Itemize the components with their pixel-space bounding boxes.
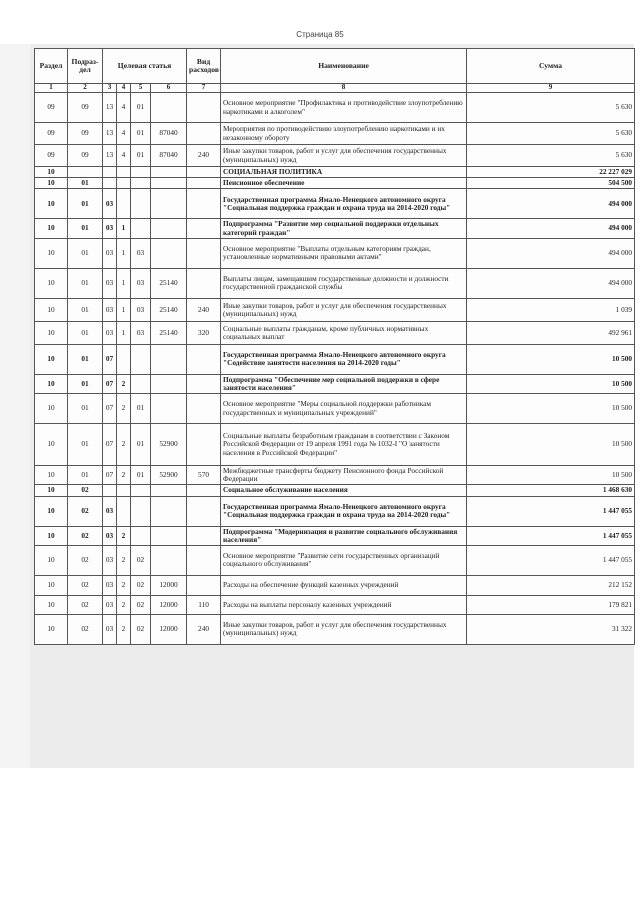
cell-sum: 494 000 bbox=[467, 189, 635, 219]
col-number: 1 bbox=[35, 84, 68, 93]
cell-podrazdel: 01 bbox=[68, 238, 103, 268]
cell-razdel: 10 bbox=[35, 595, 68, 614]
cell-sum: 5 630 bbox=[467, 93, 635, 123]
cell-subprogram: 1 bbox=[117, 268, 131, 298]
cell-direction: 25140 bbox=[151, 298, 187, 321]
cell-direction: 87040 bbox=[151, 123, 187, 145]
cell-name: Социальное обслуживание населения bbox=[221, 485, 467, 496]
cell-expense-type bbox=[187, 374, 221, 393]
cell-razdel: 10 bbox=[35, 424, 68, 466]
header-sum: Сумма bbox=[467, 49, 635, 84]
cell-expense-type bbox=[187, 485, 221, 496]
header-podrazdel: Подраз-дел bbox=[68, 49, 103, 84]
cell-podrazdel: 01 bbox=[68, 321, 103, 344]
col-number: 8 bbox=[221, 84, 467, 93]
cell-event: 02 bbox=[131, 595, 151, 614]
cell-subprogram: 1 bbox=[117, 238, 131, 268]
cell-podrazdel: 02 bbox=[68, 526, 103, 545]
cell-podrazdel: 01 bbox=[68, 178, 103, 189]
cell-subprogram bbox=[117, 167, 131, 178]
cell-expense-type: 240 bbox=[187, 145, 221, 167]
cell-name: Иные закупки товаров, работ и услуг для обеспечения государственных (муниципальных) нужд bbox=[221, 298, 467, 321]
cell-expense-type: 110 bbox=[187, 595, 221, 614]
cell-razdel: 09 bbox=[35, 123, 68, 145]
cell-sum: 31 322 bbox=[467, 614, 635, 644]
cell-expense-type: 240 bbox=[187, 614, 221, 644]
cell-direction bbox=[151, 178, 187, 189]
cell-event: 01 bbox=[131, 424, 151, 466]
cell-program: 03 bbox=[103, 298, 117, 321]
cell-program: 13 bbox=[103, 145, 117, 167]
cell-expense-type bbox=[187, 394, 221, 424]
cell-podrazdel: 01 bbox=[68, 424, 103, 466]
cell-program: 03 bbox=[103, 268, 117, 298]
cell-razdel: 10 bbox=[35, 575, 68, 595]
cell-subprogram: 2 bbox=[117, 466, 131, 485]
table-row bbox=[35, 485, 635, 496]
cell-name: СОЦИАЛЬНАЯ ПОЛИТИКА bbox=[221, 167, 467, 178]
cell-program: 13 bbox=[103, 123, 117, 145]
cell-subprogram: 2 bbox=[117, 614, 131, 644]
cell-direction: 12000 bbox=[151, 614, 187, 644]
cell-direction: 25140 bbox=[151, 268, 187, 298]
cell-event: 01 bbox=[131, 394, 151, 424]
cell-expense-type bbox=[187, 575, 221, 595]
table-row bbox=[35, 496, 635, 526]
cell-event: 02 bbox=[131, 575, 151, 595]
cell-razdel: 10 bbox=[35, 545, 68, 575]
cell-razdel: 10 bbox=[35, 344, 68, 374]
cell-sum: 10 500 bbox=[467, 374, 635, 393]
cell-event: 03 bbox=[131, 268, 151, 298]
cell-expense-type bbox=[187, 93, 221, 123]
cell-podrazdel bbox=[68, 167, 103, 178]
header-razdel: Раздел bbox=[35, 49, 68, 84]
table-row bbox=[35, 344, 635, 374]
cell-subprogram: 2 bbox=[117, 575, 131, 595]
cell-program: 03 bbox=[103, 614, 117, 644]
table-row bbox=[35, 614, 635, 644]
cell-direction bbox=[151, 496, 187, 526]
table-row bbox=[35, 219, 635, 238]
cell-program: 03 bbox=[103, 595, 117, 614]
cell-direction: 52900 bbox=[151, 466, 187, 485]
cell-sum: 10 500 bbox=[467, 466, 635, 485]
cell-sum: 1 447 055 bbox=[467, 545, 635, 575]
cell-event: 03 bbox=[131, 238, 151, 268]
cell-razdel: 10 bbox=[35, 485, 68, 496]
cell-program bbox=[103, 178, 117, 189]
cell-subprogram: 4 bbox=[117, 123, 131, 145]
cell-program: 03 bbox=[103, 545, 117, 575]
cell-subprogram: 2 bbox=[117, 545, 131, 575]
cell-program: 07 bbox=[103, 344, 117, 374]
table-row bbox=[35, 167, 635, 178]
cell-sum: 5 630 bbox=[467, 123, 635, 145]
cell-podrazdel: 01 bbox=[68, 344, 103, 374]
cell-sum: 494 000 bbox=[467, 268, 635, 298]
header-vid: Вид расходов bbox=[187, 49, 221, 84]
cell-razdel: 10 bbox=[35, 298, 68, 321]
cell-program: 03 bbox=[103, 526, 117, 545]
cell-expense-type: 570 bbox=[187, 466, 221, 485]
cell-name: Иные закупки товаров, работ и услуг для обеспечения государственных (муниципальных) нужд bbox=[221, 614, 467, 644]
table-row bbox=[35, 595, 635, 614]
table-row bbox=[35, 189, 635, 219]
cell-subprogram bbox=[117, 485, 131, 496]
cell-sum: 492 961 bbox=[467, 321, 635, 344]
cell-direction: 12000 bbox=[151, 575, 187, 595]
cell-program bbox=[103, 167, 117, 178]
col-number: 9 bbox=[467, 84, 635, 93]
cell-razdel: 09 bbox=[35, 93, 68, 123]
cell-subprogram: 2 bbox=[117, 374, 131, 393]
cell-name: Подпрограмма "Обеспечение мер социальной поддержки в сфере занятости населения" bbox=[221, 374, 467, 393]
cell-event: 01 bbox=[131, 123, 151, 145]
cell-program bbox=[103, 485, 117, 496]
table-row bbox=[35, 321, 635, 344]
cell-program: 03 bbox=[103, 238, 117, 268]
cell-program: 03 bbox=[103, 219, 117, 238]
cell-event: 03 bbox=[131, 298, 151, 321]
cell-direction bbox=[151, 545, 187, 575]
cell-name: Межбюджетные трансферты бюджету Пенсионного фонда Российской Федерации bbox=[221, 466, 467, 485]
cell-event bbox=[131, 485, 151, 496]
cell-razdel: 10 bbox=[35, 496, 68, 526]
cell-podrazdel: 02 bbox=[68, 575, 103, 595]
cell-expense-type bbox=[187, 238, 221, 268]
table-row bbox=[35, 298, 635, 321]
table-row bbox=[35, 545, 635, 575]
cell-subprogram: 1 bbox=[117, 321, 131, 344]
page-label: Страница 85 bbox=[296, 30, 344, 39]
cell-event bbox=[131, 496, 151, 526]
cell-expense-type bbox=[187, 123, 221, 145]
table-row bbox=[35, 238, 635, 268]
cell-subprogram: 4 bbox=[117, 93, 131, 123]
cell-direction bbox=[151, 167, 187, 178]
cell-sum: 10 500 bbox=[467, 394, 635, 424]
scan-margin bbox=[0, 44, 30, 768]
cell-name: Государственная программа Ямало-Ненецкого автономного округа "Социальная поддержка граждан и охрана труда на 2014-2020 годы" bbox=[221, 496, 467, 526]
cell-direction bbox=[151, 344, 187, 374]
cell-name: Основное мероприятие "Профилактика и противодействие злоупотреблению наркотиками и алкоголем" bbox=[221, 93, 467, 123]
budget-table bbox=[34, 48, 635, 645]
header-name: Наименование bbox=[221, 49, 467, 84]
cell-program: 07 bbox=[103, 374, 117, 393]
cell-subprogram: 2 bbox=[117, 394, 131, 424]
cell-event: 01 bbox=[131, 93, 151, 123]
cell-direction: 25140 bbox=[151, 321, 187, 344]
cell-podrazdel: 09 bbox=[68, 145, 103, 167]
cell-expense-type bbox=[187, 268, 221, 298]
cell-expense-type bbox=[187, 167, 221, 178]
cell-event: 01 bbox=[131, 145, 151, 167]
cell-sum: 10 500 bbox=[467, 344, 635, 374]
cell-subprogram: 4 bbox=[117, 145, 131, 167]
table-row bbox=[35, 575, 635, 595]
cell-name: Социальные выплаты гражданам, кроме публичных нормативных социальных выплат bbox=[221, 321, 467, 344]
cell-razdel: 10 bbox=[35, 466, 68, 485]
cell-event bbox=[131, 167, 151, 178]
col-number: 6 bbox=[151, 84, 187, 93]
cell-sum: 22 227 029 bbox=[467, 167, 635, 178]
cell-direction bbox=[151, 374, 187, 393]
table-row bbox=[35, 394, 635, 424]
cell-sum: 5 630 bbox=[467, 145, 635, 167]
cell-podrazdel: 02 bbox=[68, 545, 103, 575]
cell-direction bbox=[151, 526, 187, 545]
cell-sum: 212 152 bbox=[467, 575, 635, 595]
cell-podrazdel: 01 bbox=[68, 189, 103, 219]
header-row bbox=[35, 49, 635, 84]
cell-expense-type: 320 bbox=[187, 321, 221, 344]
cell-expense-type bbox=[187, 189, 221, 219]
cell-direction bbox=[151, 238, 187, 268]
cell-expense-type bbox=[187, 496, 221, 526]
table-row bbox=[35, 93, 635, 123]
cell-name: Выплаты лицам, замещавшим государственные должности и должности государственной гражданской службы bbox=[221, 268, 467, 298]
cell-podrazdel: 01 bbox=[68, 298, 103, 321]
cell-expense-type: 240 bbox=[187, 298, 221, 321]
cell-name: Пенсионное обеспечение bbox=[221, 178, 467, 189]
cell-program: 07 bbox=[103, 394, 117, 424]
cell-direction: 87040 bbox=[151, 145, 187, 167]
cell-program: 03 bbox=[103, 575, 117, 595]
cell-podrazdel: 02 bbox=[68, 485, 103, 496]
cell-name: Подпрограмма "Развитие мер социальной поддержки отдельных категорий граждан" bbox=[221, 219, 467, 238]
cell-expense-type bbox=[187, 219, 221, 238]
col-number: 2 bbox=[68, 84, 103, 93]
cell-name: Социальные выплаты безработным гражданам в соответствии с Законом Российской Федерации от 19 апреля 1991 года № 1032-I "О занятости населения в Российской Федерации" bbox=[221, 424, 467, 466]
cell-podrazdel: 01 bbox=[68, 374, 103, 393]
cell-name: Иные закупки товаров, работ и услуг для обеспечения государственных (муниципальных) нужд bbox=[221, 145, 467, 167]
cell-razdel: 10 bbox=[35, 268, 68, 298]
cell-event bbox=[131, 344, 151, 374]
cell-event: 02 bbox=[131, 614, 151, 644]
cell-direction bbox=[151, 93, 187, 123]
table-row bbox=[35, 145, 635, 167]
table-row bbox=[35, 178, 635, 189]
cell-event: 01 bbox=[131, 466, 151, 485]
table-row bbox=[35, 424, 635, 466]
cell-subprogram: 1 bbox=[117, 298, 131, 321]
cell-event: 03 bbox=[131, 321, 151, 344]
cell-expense-type bbox=[187, 526, 221, 545]
cell-sum: 1 468 630 bbox=[467, 485, 635, 496]
cell-program: 13 bbox=[103, 93, 117, 123]
cell-name: Основное мероприятие "Меры социальной поддержки работникам государственных и муниципальных учреждений" bbox=[221, 394, 467, 424]
cell-podrazdel: 02 bbox=[68, 614, 103, 644]
cell-razdel: 10 bbox=[35, 167, 68, 178]
cell-podrazdel: 02 bbox=[68, 595, 103, 614]
cell-razdel: 10 bbox=[35, 238, 68, 268]
table-row bbox=[35, 526, 635, 545]
cell-podrazdel: 01 bbox=[68, 466, 103, 485]
cell-razdel: 10 bbox=[35, 321, 68, 344]
cell-sum: 10 500 bbox=[467, 424, 635, 466]
cell-subprogram: 2 bbox=[117, 424, 131, 466]
cell-sum: 1 447 055 bbox=[467, 526, 635, 545]
cell-podrazdel: 09 bbox=[68, 123, 103, 145]
cell-razdel: 09 bbox=[35, 145, 68, 167]
cell-program: 07 bbox=[103, 424, 117, 466]
cell-event bbox=[131, 178, 151, 189]
table-row bbox=[35, 374, 635, 393]
cell-expense-type bbox=[187, 424, 221, 466]
cell-name: Мероприятия по противодействию злоупотреблению наркотиками и их незаконному обороту bbox=[221, 123, 467, 145]
cell-expense-type bbox=[187, 545, 221, 575]
header-tselevaya: Целевая статья bbox=[103, 49, 187, 84]
table-row bbox=[35, 466, 635, 485]
cell-razdel: 10 bbox=[35, 178, 68, 189]
cell-event bbox=[131, 374, 151, 393]
cell-direction: 52900 bbox=[151, 424, 187, 466]
cell-direction bbox=[151, 189, 187, 219]
col-number: 7 bbox=[187, 84, 221, 93]
cell-podrazdel: 01 bbox=[68, 268, 103, 298]
cell-podrazdel: 01 bbox=[68, 219, 103, 238]
cell-sum: 1 039 bbox=[467, 298, 635, 321]
cell-name: Подпрограмма "Модернизация и развитие социального обслуживания населения" bbox=[221, 526, 467, 545]
cell-name: Государственная программа Ямало-Ненецкого автономного округа "Социальная поддержка граждан и охрана труда на 2014-2020 годы" bbox=[221, 189, 467, 219]
cell-name: Основное мероприятие "Выплаты отдельным категориям граждан, установленные нормативными правовыми актами" bbox=[221, 238, 467, 268]
cell-subprogram bbox=[117, 178, 131, 189]
cell-subprogram: 1 bbox=[117, 219, 131, 238]
column-numbers-row bbox=[35, 84, 635, 93]
cell-name: Расходы на выплаты персоналу казенных учреждений bbox=[221, 595, 467, 614]
cell-program: 03 bbox=[103, 189, 117, 219]
cell-event bbox=[131, 189, 151, 219]
cell-name: Расходы на обеспечение функций казенных учреждений bbox=[221, 575, 467, 595]
cell-sum: 179 821 bbox=[467, 595, 635, 614]
col-number: 3 bbox=[103, 84, 117, 93]
cell-subprogram: 2 bbox=[117, 526, 131, 545]
cell-razdel: 10 bbox=[35, 394, 68, 424]
cell-subprogram bbox=[117, 344, 131, 374]
cell-direction bbox=[151, 219, 187, 238]
cell-sum: 504 500 bbox=[467, 178, 635, 189]
col-number: 5 bbox=[131, 84, 151, 93]
cell-program: 07 bbox=[103, 466, 117, 485]
cell-subprogram bbox=[117, 189, 131, 219]
cell-podrazdel: 09 bbox=[68, 93, 103, 123]
cell-razdel: 10 bbox=[35, 189, 68, 219]
cell-expense-type bbox=[187, 178, 221, 189]
cell-podrazdel: 01 bbox=[68, 394, 103, 424]
cell-razdel: 10 bbox=[35, 219, 68, 238]
cell-sum: 1 447 055 bbox=[467, 496, 635, 526]
cell-direction: 12000 bbox=[151, 595, 187, 614]
cell-razdel: 10 bbox=[35, 614, 68, 644]
cell-name: Основное мероприятие "Развитие сети государственных организаций социального обслуживания" bbox=[221, 545, 467, 575]
cell-podrazdel: 02 bbox=[68, 496, 103, 526]
cell-expense-type bbox=[187, 344, 221, 374]
col-number: 4 bbox=[117, 84, 131, 93]
cell-program: 03 bbox=[103, 496, 117, 526]
cell-subprogram: 2 bbox=[117, 595, 131, 614]
cell-event bbox=[131, 526, 151, 545]
cell-name: Государственная программа Ямало-Ненецкого автономного округа "Содействие занятости населения на 2014-2020 годы" bbox=[221, 344, 467, 374]
cell-program: 03 bbox=[103, 321, 117, 344]
cell-direction bbox=[151, 485, 187, 496]
cell-event bbox=[131, 219, 151, 238]
cell-razdel: 10 bbox=[35, 526, 68, 545]
cell-subprogram bbox=[117, 496, 131, 526]
table-row bbox=[35, 123, 635, 145]
table-row bbox=[35, 268, 635, 298]
cell-sum: 494 000 bbox=[467, 238, 635, 268]
cell-direction bbox=[151, 394, 187, 424]
cell-razdel: 10 bbox=[35, 374, 68, 393]
cell-sum: 494 000 bbox=[467, 219, 635, 238]
cell-event: 02 bbox=[131, 545, 151, 575]
